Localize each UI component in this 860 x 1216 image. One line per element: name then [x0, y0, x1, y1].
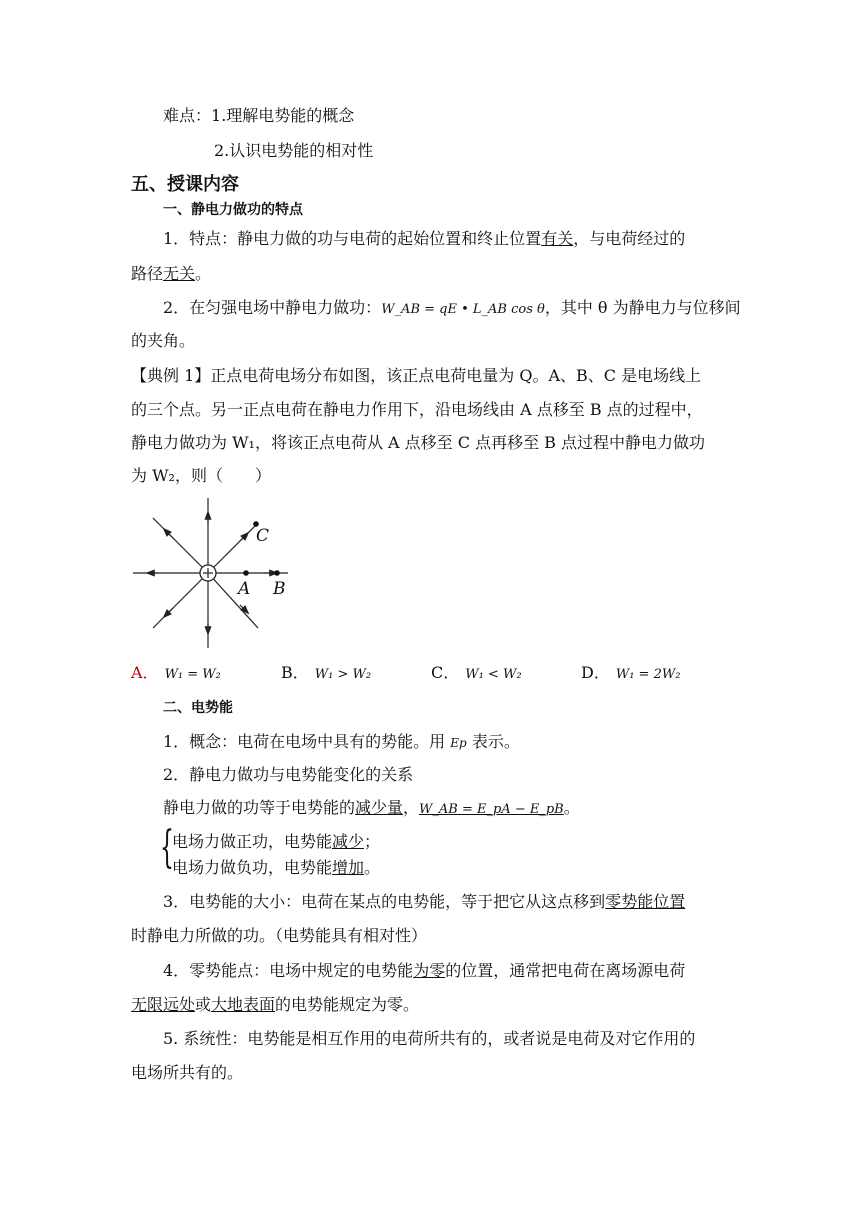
part2-p6-line2: 电场所共有的。 — [131, 1063, 244, 1082]
part2-title: 二、电势能 — [163, 700, 233, 716]
text-run: 的电势能规定为零。 — [275, 995, 420, 1014]
text-run: 1．概念：电荷在电场中具有的势能。用 — [163, 732, 451, 751]
underlined-answer: 无关 — [163, 264, 196, 283]
underlined-answer: 为零 — [413, 961, 446, 980]
part2-p4-line1 — [163, 892, 685, 912]
part2-p1 — [163, 732, 520, 753]
option-text: W₁ > W₂ — [314, 667, 372, 682]
field-line-upright — [208, 523, 258, 573]
text-run: ， — [403, 798, 420, 817]
text-run: 。 — [364, 858, 381, 877]
difficulty-item-2: 2.认识电势能的相对性 — [214, 141, 374, 160]
field-line-downright — [208, 573, 258, 628]
ep-formula: W_AB = E_pA − E_pB — [419, 802, 564, 817]
underlined-answer: 减少 — [332, 832, 365, 851]
option-key: B． — [281, 663, 309, 682]
part2-p3 — [163, 798, 580, 820]
underlined-answer: 增加 — [332, 858, 365, 877]
part2-p4-line2: 时静电力所做的功。（电势能具有相对性） — [131, 926, 428, 945]
text-run: 静电力做的功等于电势能的 — [163, 798, 356, 817]
option-text: W₁ = W₂ — [164, 667, 221, 682]
text-run: ，其中 θ 为静电力与位移间 — [544, 298, 741, 317]
text-run: 电场力做负功，电势能 — [172, 858, 333, 877]
part2-p6-line1: 5. 系统性：电势能是相互作用的电荷所共有的，或者说是电荷及对它作用的 — [163, 1029, 696, 1048]
arrow-icon — [240, 605, 246, 611]
part1-title: 一、静电力做功的特点 — [163, 202, 303, 218]
underlined-answer: 无限远处 — [131, 995, 196, 1014]
text-run: 3．电势能的大小：电荷在某点的电势能，等于把它从这点移到 — [163, 892, 606, 911]
part1-p2-line2: 的夹角。 — [131, 331, 196, 350]
label-b: B — [273, 579, 286, 599]
option-key: C． — [431, 663, 460, 682]
part1-p1-line1 — [163, 229, 685, 249]
example1-line2: 的三个点。另一正点电荷在静电力作用下，沿电场线由 A 点移至 B 点的过程中， — [131, 400, 703, 419]
part2-p5-line2 — [131, 995, 419, 1015]
text-run: 的位置，通常把电荷在离场源电荷 — [445, 961, 686, 980]
option-key: A． — [131, 663, 159, 682]
example1-line4: 为 W₂，则（ ） — [131, 466, 271, 485]
text-run: 电场力做正功，电势能 — [172, 832, 333, 851]
field-line-upleft — [153, 518, 208, 573]
text-run: 4．零势能点：电场中规定的电势能 — [163, 961, 414, 980]
difficulty-line-1 — [163, 106, 354, 126]
underlined-answer: 减少量 — [355, 798, 404, 817]
part2-p5-line1 — [163, 961, 685, 981]
part1-p2-line1 — [163, 298, 741, 320]
option-b[interactable] — [281, 663, 371, 685]
ep-symbol: Ep — [450, 736, 467, 750]
point-b-dot — [274, 570, 280, 576]
point-a-dot — [243, 570, 249, 576]
brace-icon: { — [160, 822, 174, 873]
text-run: 。 — [563, 798, 580, 817]
text-run: 1．特点：静电力做的功与电荷的起始位置和终止位置 — [163, 229, 542, 248]
arrow-icon — [166, 608, 173, 615]
underlined-answer: 有关 — [541, 229, 574, 248]
electric-field-diagram — [128, 493, 298, 653]
label-a: A — [238, 579, 251, 599]
option-a[interactable] — [131, 663, 221, 685]
brace-line-1 — [172, 832, 380, 852]
example-tag: 【典例 1】 — [131, 366, 211, 385]
difficulty-item-1: 1.理解电势能的概念 — [211, 106, 355, 125]
text-run: 正点电荷电场分布如图，该正点电荷电量为 Q。A、B、C 是电场线上 — [210, 366, 702, 385]
arrow-icon — [166, 531, 173, 538]
option-d[interactable] — [581, 663, 680, 685]
text-run: ； — [364, 832, 381, 851]
underlined-answer: 零势能位置 — [605, 892, 686, 911]
field-line-downleft — [153, 573, 208, 628]
part1-p1-line2 — [131, 264, 211, 284]
option-key: D． — [581, 663, 610, 682]
difficulty-label: 难点： — [163, 106, 212, 125]
text-run: 2．在匀强电场中静电力做功： — [163, 298, 382, 317]
brace-line-2 — [172, 858, 380, 878]
part2-p2: 2．静电力做功与电势能变化的关系 — [163, 765, 414, 784]
text-run: 表示。 — [466, 732, 520, 751]
arrow-icon — [240, 535, 246, 541]
example1-line3: 静电力做功为 W₁，将该正点电荷从 A 点移至 C 点再移至 B 点过程中静电力做功 — [131, 433, 706, 452]
text-run: 路径 — [131, 264, 164, 283]
example1-line1 — [131, 366, 701, 386]
label-c: C — [256, 526, 270, 546]
text-run: ，与电荷经过的 — [573, 229, 686, 248]
option-text: W₁ < W₂ — [465, 667, 522, 682]
work-formula: W_AB = qE • L_AB cos θ — [381, 302, 545, 317]
text-run: 。 — [195, 264, 212, 283]
text-run: 或 — [195, 995, 212, 1014]
option-text: W₁ = 2W₂ — [615, 667, 681, 682]
option-c[interactable] — [431, 663, 522, 685]
section-title: 五、授课内容 — [131, 174, 239, 195]
underlined-answer: 大地表面 — [211, 995, 276, 1014]
